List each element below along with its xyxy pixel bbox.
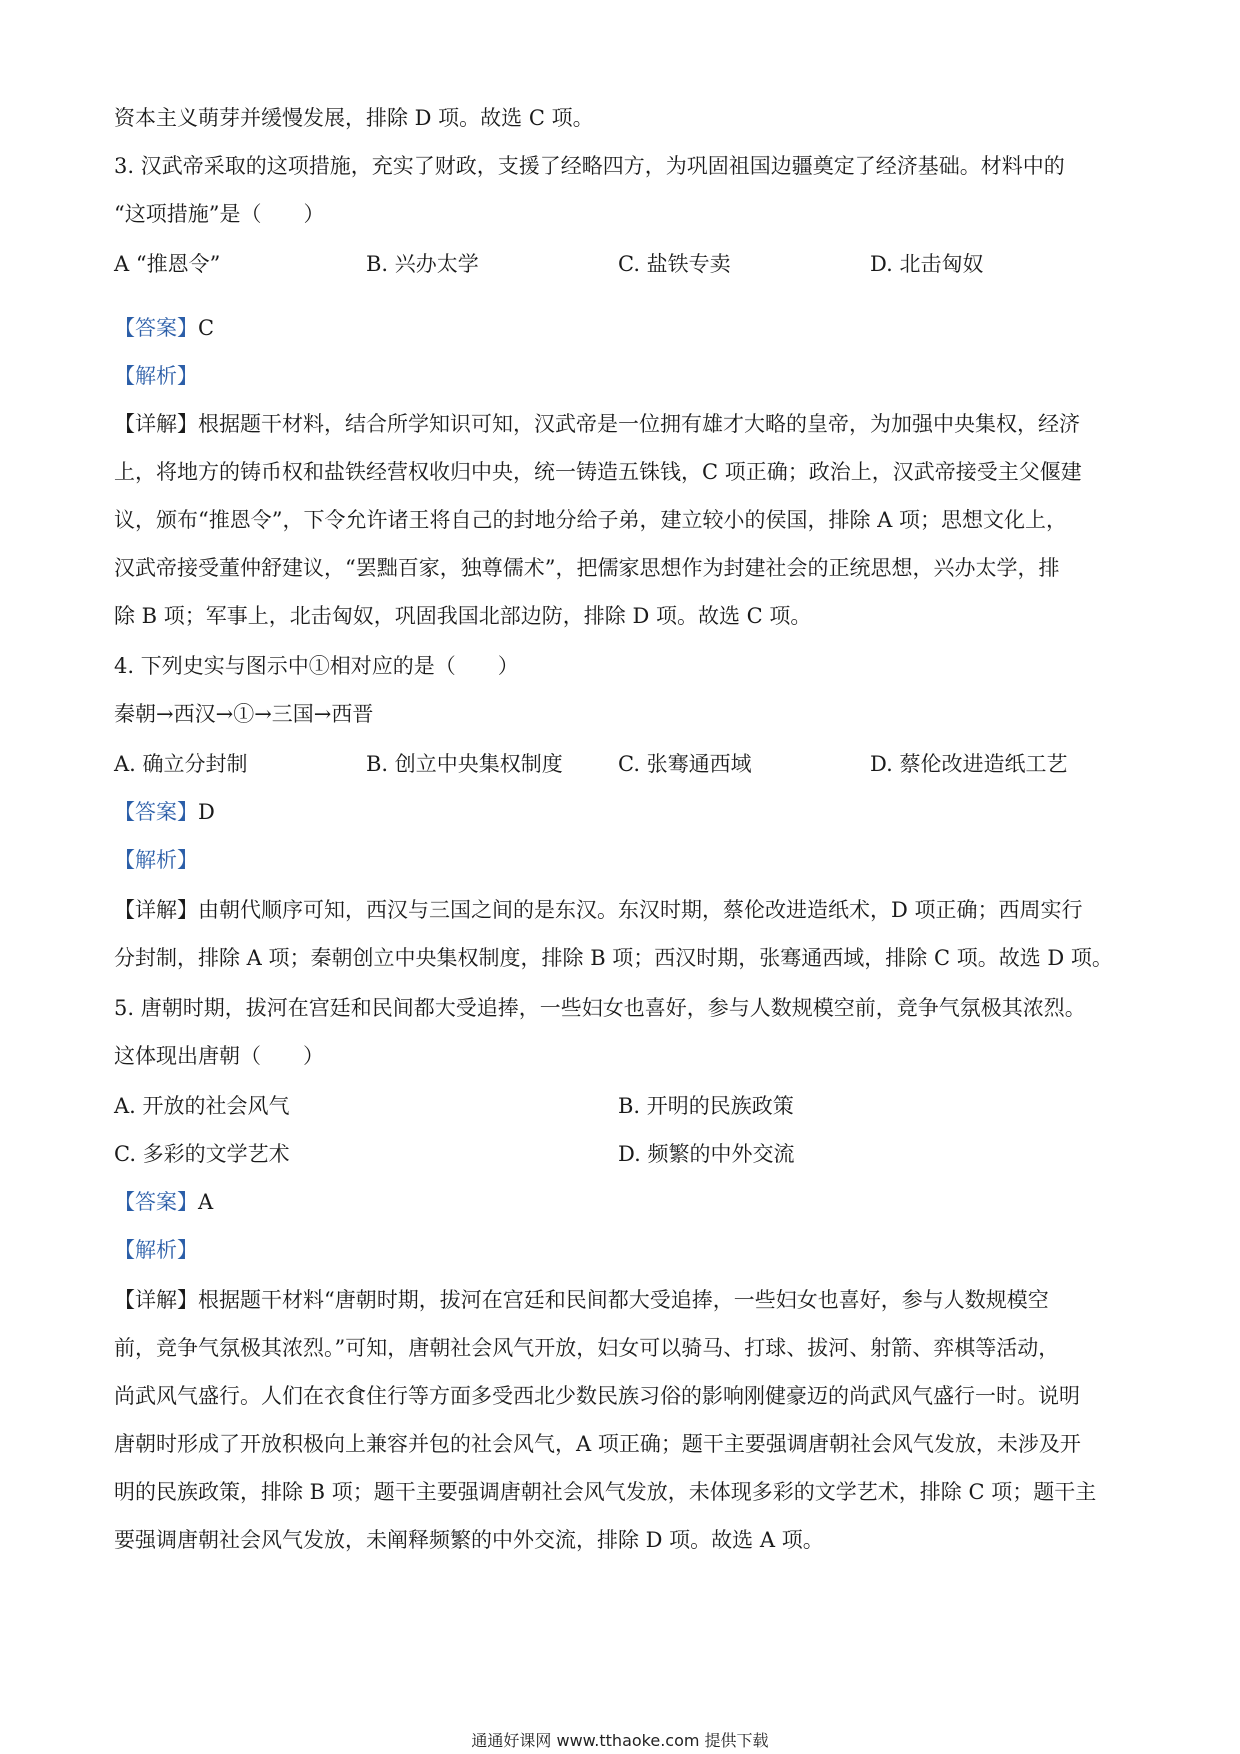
q3-detail-line: 议，颁布“推恩令”，下令允许诸王将自己的封地分给子弟，建立较小的侯国，排除 A 项；思想文化上， <box>114 508 1067 532</box>
q5-detail-line: 尚武风气盛行。人们在衣食住行等方面多受西北少数民族习俗的影响刚健豪迈的尚武风气盛行一时。说明 <box>114 1384 1080 1408</box>
detail-text: 由朝代顺序可知，西汉与三国之间的是东汉。东汉时期，蔡伦改进造纸术，D 项正确；西周实行 <box>198 898 1083 922</box>
answer-value: D <box>198 800 215 824</box>
q5-option-b: B. 开明的民族政策 <box>618 1094 794 1118</box>
q5-answer <box>114 1188 1134 1216</box>
q4-detail-line <box>114 896 1134 924</box>
q3-option-a: A “推恩令” <box>114 252 221 276</box>
detail-tag: 【详解】 <box>114 412 198 436</box>
q4-option-d: D. 蔡伦改进造纸工艺 <box>870 752 1068 776</box>
text-line: 资本主义萌芽并缓慢发展，排除 D 项。故选 C 项。 <box>114 106 594 130</box>
q5-detail-line: 唐朝时形成了开放积极向上兼容并包的社会风气，A 项正确；题干主要强调唐朝社会风气发放，未涉及开 <box>114 1432 1081 1456</box>
q4-answer <box>114 798 1134 826</box>
q4-option-c: C. 张骞通西域 <box>618 752 752 776</box>
q5-detail-line: 要强调唐朝社会风气发放，未阐释频繁的中外交流，排除 D 项。故选 A 项。 <box>114 1528 824 1552</box>
q3-detail-line: 上，将地方的铸币权和盐铁经营权收归中央，统一铸造五铢钱，C 项正确；政治上，汉武帝接受主父偃建 <box>114 460 1082 484</box>
question-4-sequence: 秦朝→西汉→①→三国→西晋 <box>114 702 374 726</box>
question-5-stem: 5. 唐朝时期，拔河在宫廷和民间都大受追捧，一些妇女也喜好，参与人数规模空前，竞争气氛极其浓烈。 <box>114 996 1086 1020</box>
answer-value: A <box>198 1190 214 1214</box>
q5-detail-line: 前，竞争气氛极其浓烈。”可知，唐朝社会风气开放，妇女可以骑马、打球、拔河、射箭、弈棋等活动， <box>114 1336 1060 1360</box>
q3-detail-line <box>114 410 1134 438</box>
question-5-stem-cont: 这体现出唐朝（ ） <box>114 1044 324 1068</box>
q3-option-d: D. 北击匈奴 <box>870 252 984 276</box>
q3-detail-line: 汉武帝接受董仲舒建议，“罢黜百家，独尊儒术”，把儒家思想作为封建社会的正统思想，兴办太学，排 <box>114 556 1060 580</box>
q3-option-c: C. 盐铁专卖 <box>618 252 731 276</box>
q3-answer <box>114 314 1134 342</box>
page-footer: 通通好课网 www.tthaoke.com 提供下载 <box>471 1731 769 1750</box>
q5-option-d: D. 频繁的中外交流 <box>618 1142 795 1166</box>
detail-tag: 【详解】 <box>114 1288 198 1312</box>
question-4-stem: 4. 下列史实与图示中①相对应的是（ ） <box>114 654 519 678</box>
q3-detail-line: 除 B 项；军事上，北击匈奴，巩固我国北部边防，排除 D 项。故选 C 项。 <box>114 604 812 628</box>
question-3-stem: 3. 汉武帝采取的这项措施，充实了财政，支援了经略四方，为巩固祖国边疆奠定了经济基础。材料中的 <box>114 154 1065 178</box>
answer-tag: 【答案】 <box>114 1190 198 1214</box>
q5-detail-line <box>114 1286 1134 1314</box>
question-3-stem-cont: “这项措施”是（ ） <box>114 202 325 226</box>
q5-option-a: A. 开放的社会风气 <box>114 1094 290 1118</box>
q4-option-a: A. 确立分封制 <box>114 752 248 776</box>
q5-analysis-tag: 【解析】 <box>114 1238 198 1262</box>
q4-analysis-tag: 【解析】 <box>114 848 198 872</box>
answer-tag: 【答案】 <box>114 316 198 340</box>
q4-detail-line: 分封制，排除 A 项；秦朝创立中央集权制度，排除 B 项；西汉时期，张骞通西域，排除 C 项。故选 D 项。 <box>114 946 1113 970</box>
q5-option-c: C. 多彩的文学艺术 <box>114 1142 290 1166</box>
q5-detail-line: 明的民族政策，排除 B 项；题干主要强调唐朝社会风气发放，未体现多彩的文学艺术，排除 C 项；题干主 <box>114 1480 1097 1504</box>
detail-text: 根据题干材料“唐朝时期，拔河在宫廷和民间都大受追捧，一些妇女也喜好，参与人数规模空 <box>198 1288 1049 1312</box>
q4-option-b: B. 创立中央集权制度 <box>366 752 563 776</box>
detail-tag: 【详解】 <box>114 898 198 922</box>
answer-tag: 【答案】 <box>114 800 198 824</box>
answer-value: C <box>198 316 215 340</box>
detail-text: 根据题干材料，结合所学知识可知，汉武帝是一位拥有雄才大略的皇帝，为加强中央集权，经济 <box>198 412 1080 436</box>
q3-option-b: B. 兴办太学 <box>366 252 479 276</box>
q3-analysis-tag: 【解析】 <box>114 364 198 388</box>
